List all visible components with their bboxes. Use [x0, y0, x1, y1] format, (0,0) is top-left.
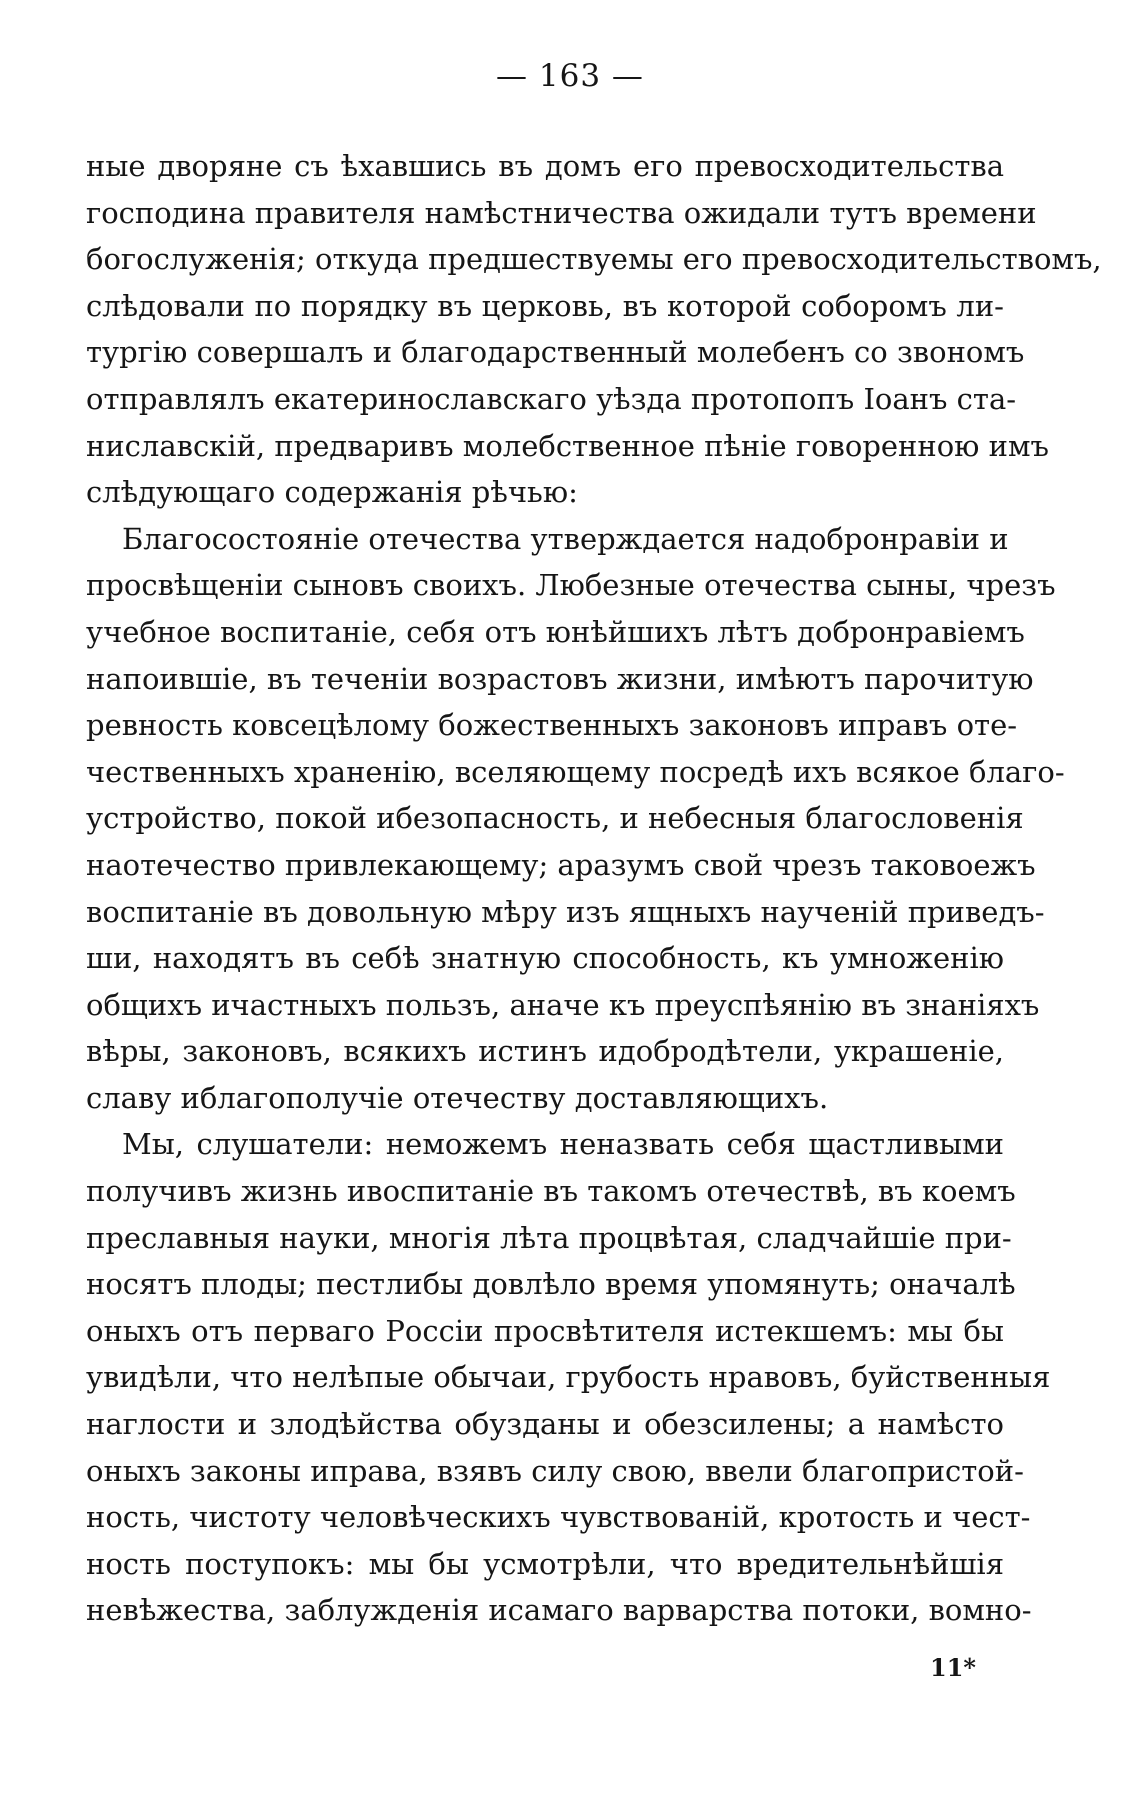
text-line: ревность ковсецѣлому божественныхъ законовъ иправъ оте- [86, 708, 1018, 743]
text-line: наотечество привлекающему; аразумъ свой чрезъ таковоежъ [86, 847, 1036, 882]
text-line: напоившіе, въ теченіи возрастовъ жизни, имѣютъ парочитую [86, 661, 1034, 696]
text-line: устройство, покой ибезопасность, и небесныя благословенія [86, 801, 1024, 836]
paragraph-2 [86, 516, 1065, 1122]
text-line: учебное воспитаніе, себя отъ юнѣйшихъ лѣтъ добронравіемъ [86, 614, 1025, 649]
text-line: ность, чистоту человѣческихъ чувствованій, кротость и чест- [86, 1500, 1031, 1535]
text-line: преславныя науки, многія лѣта процвѣтая, сладчайшіе при- [86, 1220, 1012, 1255]
signature-mark: 11* [930, 1653, 976, 1682]
text-line: оныхъ законы иправа, взявъ силу свою, ввели благопристой- [86, 1453, 1024, 1488]
text-line: вѣры, законовъ, всякихъ истинъ идобродѣтели, украшеніе, [86, 1034, 1004, 1069]
text-line: невѣжества, заблужденія исамаго варварства потоки, вомно- [86, 1593, 1032, 1628]
text-line: ниславскій, предваривъ молебственное пѣніе говоренною имъ [86, 428, 1049, 463]
text-line: увидѣли, что нелѣпые обычаи, грубость нравовъ, буйственныя [86, 1360, 1051, 1395]
text-line: воспитаніе въ довольную мѣру изъ ящныхъ наученій приведъ- [86, 894, 1045, 929]
text-line: чественныхъ храненію, вселяющему посредѣ ихъ всякое благо- [86, 754, 1065, 789]
text-line: господина правителя намѣстничества ожидали тутъ времени [86, 195, 1037, 230]
text-line: ные дворяне съ ѣхавшись въ домъ его превосходительства [86, 149, 1004, 183]
text-line: ши, находятъ въ себѣ знатную способность, къ умноженію [86, 941, 1004, 976]
text-line: наглости и злодѣйства обузданы и обезсилены; а намѣсто [86, 1407, 1004, 1442]
paragraph-3 [86, 1121, 1051, 1634]
paragraph-1 [86, 143, 1102, 516]
text-line: слѣдующаго содержанія рѣчью: [86, 475, 578, 510]
text-line: оныхъ отъ перваго Россіи просвѣтителя истекшемъ: мы бы [86, 1313, 1004, 1348]
text-line: общихъ ичастныхъ пользъ, аначе къ преуспѣянію въ знаніяхъ [86, 987, 1040, 1022]
body-text [86, 143, 1102, 1634]
text-line: просвѣщеніи сыновъ своихъ. Любезные отечества сыны, чрезъ [86, 568, 1056, 603]
text-line: тургію совершалъ и благодарственный молебенъ со звономъ [86, 335, 1025, 370]
text-line: славу иблагополучіе отечеству доставляющихъ. [86, 1080, 829, 1115]
text-line: носятъ плоды; пестлибы довлѣло время упомянуть; оначалѣ [86, 1267, 1016, 1302]
text-line: получивъ жизнь ивоспитаніе въ такомъ отечествѣ, въ коемъ [86, 1174, 1016, 1209]
page-number: — 163 — [496, 58, 644, 94]
text-line: отправлялъ екатеринославскаго уѣзда протопопъ Іоанъ ста- [86, 381, 1017, 416]
text-line: богослуженія; откуда предшествуемы его превосходительствомъ, [86, 242, 1102, 277]
text-line: ность поступокъ: мы бы усмотрѣли, что вредительнѣйшія [86, 1546, 1004, 1581]
text-line: слѣдовали по порядку въ церковь, въ которой соборомъ ли- [86, 288, 1004, 323]
text-line: Благосостояніе отечества утверждается надобронравіи и [122, 521, 1009, 556]
text-line: Мы, слушатели: неможемъ неназвать себя щастливыми [122, 1127, 1004, 1162]
